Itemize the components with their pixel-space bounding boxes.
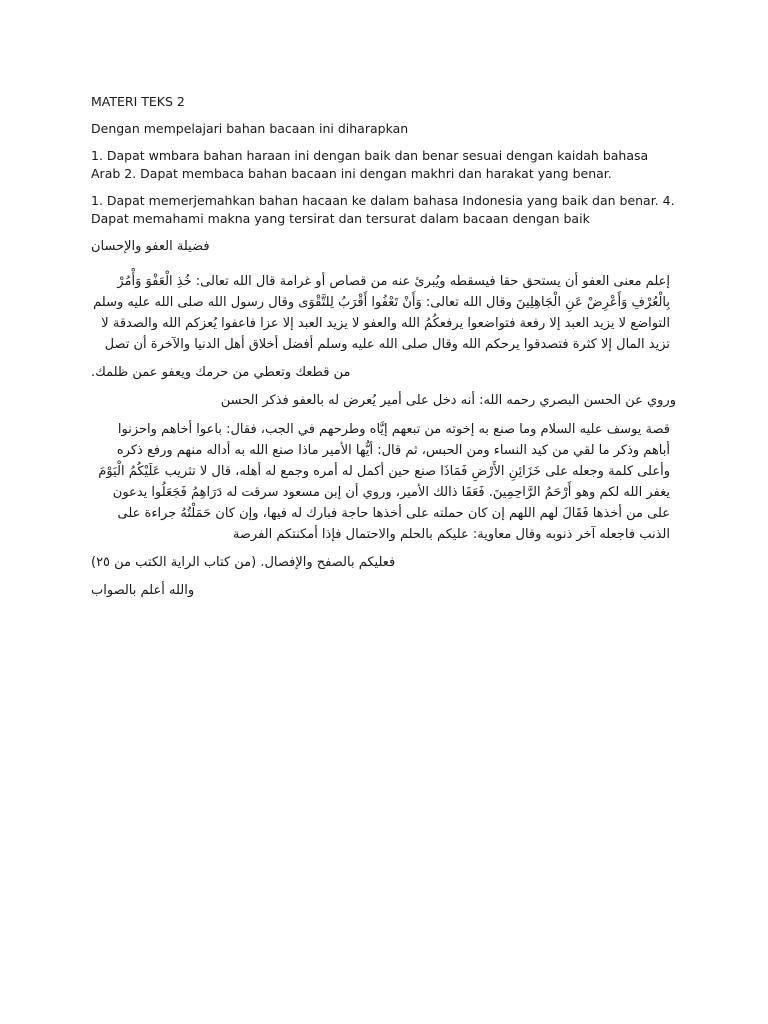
arabic-heading: فضيلة العفو والإحسان — [91, 239, 210, 254]
arabic-closing: والله أعلم بالصواب — [91, 583, 195, 598]
arabic-paragraph-3: وروي عن الحسن البصري رحمه الله: أنه دخل على أمير يُعرض له بالعفو فذكر الحسن — [220, 393, 676, 408]
arabic-paragraph-4: قصة يوسف عليه السلام وما صنع به إخوته من تبعهم إيَّاه وطرحهم في الجب، فقال: باعوا أخاهم واحزنوا أباهم وذكر ما لقي من كيد النساء ومن الحبس، ثم قال: أيُّها الأمير ماذا صنع الله به أداله منهم ورفع ذكره وأعلى كلمة وجعله على خَزَائِنِ الأَرْضِ فَمَاذَا صنع حين أكمل له أمره وجمع له أهله، قال لا تثريب عَلَيْكُمُ الْيَوْمَ يغفر الله لكم وهو أَرْحَمُ الرَّاحِمِينَ. فَعَفَا ذالك الأمير، وروي أن إبن مسعود سرقت له دَرَاهِمُ فَجَعَلُوا يدعون على من أخذها فَقَالَ لهم اللهم إن كان حملته على أخذها حاجة فبارك له فيها، وإن كان حَمَلْتُهُ جراءة على الذنب فاجعله آخر ذنوبه وقال معاوية: عليكم بالحلم والاحتمال فإذا أمكنتكم الفرصة — [98, 422, 670, 542]
document-title: MATERI TEKS 2 — [91, 94, 185, 109]
arabic-paragraph-5: فعليكم بالصفح والإفصال. (من كتاب الراية الكتب من ٢٥) — [91, 555, 396, 570]
objective-paragraph-1: 1. Dapat wmbara bahan haraan ini dengan baik dan benar sesuai dengan kaidah bahasa Arab 2. Dapat membaca bahan bacaan ini dengan makhri dan harakat yang benar. — [91, 148, 649, 181]
intro-text: Dengan mempelajari bahan bacaan ini diharapkan — [91, 121, 409, 136]
arabic-paragraph-1: إعلم معنى العفو أن يستحق حقا فيسقطه ويُبرئ عنه من قصاص أو غرامة قال الله تعالى: خُذِ الْعَفْوَ وَأْمُرْ بِالْعُرْفِ وَأَعْرِضْ عَنِ الْجَاهِلِينَ وقال الله تعالى: وَأَنْ تَعْفُوا أَقْرَبُ لِلتَّقْوَى وقال رسول الله صلى الله عليه وسلم التواضع لا يزيد العبد إلا رفعة فتواضعوا يرفعكُمُ الله والعفو لا يزيد العبد إلا عزا فاعفوا يُعزكم الله والصدقة لا تزيد المال إلا كثرة فتصدقوا يرحكم الله وقال صلى الله عليه وسلم أفضل أخلاق أهل الدنيا والآخرة أن تصل — [93, 274, 670, 352]
document-page — [91, 93, 676, 609]
arabic-paragraph-2: من قطعك وتعطي من حرمك ويعفو عمن ظلمك. — [91, 365, 351, 380]
objective-paragraph-2: 1. Dapat memerjemahkan bahan hacaan ke dalam bahasa Indonesia yang baik dan benar. 4. Dapat memahami makna yang tersirat dan tersurat dalam bacaan dengan baik — [91, 193, 675, 226]
